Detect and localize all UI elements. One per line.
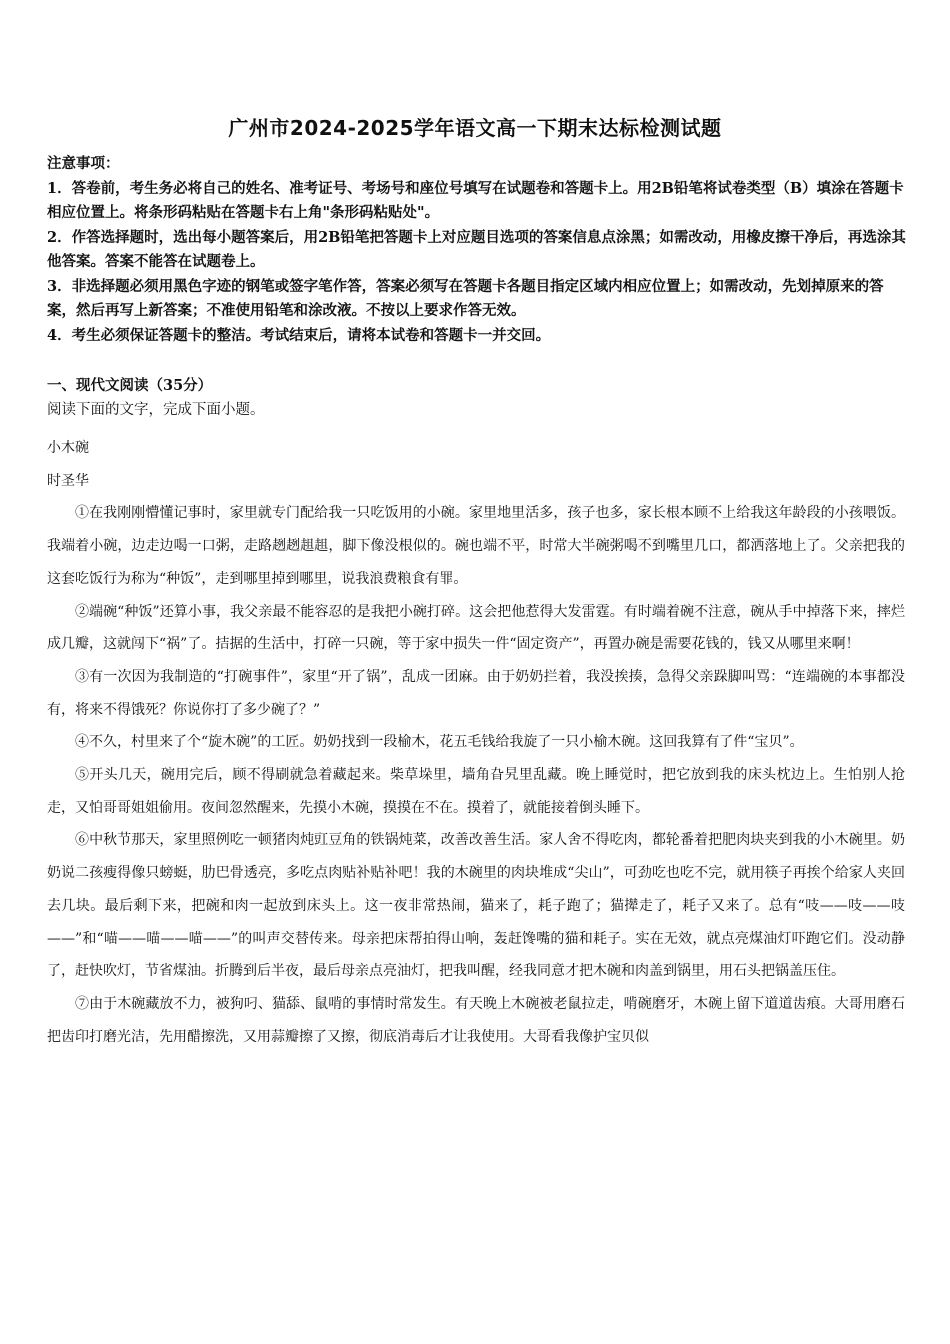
paragraph-4: ④不久，村里来了个“旋木碗”的工匠。奶奶找到一段榆木，花五毛钱给我旋了一只小榆木碗。这回我算有了件“宝贝”。 (75, 734, 804, 751)
section-heading: 一、现代文阅读（35分） (47, 377, 213, 394)
instructions-heading: 注意事项： (47, 155, 120, 172)
exam-title: 广州市2024-2025学年语文高一下期末达标检测试题 (228, 116, 722, 140)
paragraph-6: ⑥中秋节那天，家里照例吃一顿猪肉炖豇豆角的铁锅炖菜，改善改善生活。家人舍不得吃肉，都轮番着把肥肉块夹到我的小木碗里。奶奶说二孩瘦得像只螃蜓，肋巴骨透亮，多吃点肉贴补贴补吧！我的木碗里的肉块堆成“尖山”，可劲吃也吃不完，就用筷子再挨个给家人夹回去几块。最后剩下来，把碗和肉一起放到床头上。这一夜非常热闹，猫来了，耗子跑了；猫撵走了，耗子又来了。总有“吱——吱——吱——”和“喵——喵——喵——”的叫声交替传来。母亲把床帮拍得山响，轰赶馋嘴的猫和耗子。实在无效，就点亮煤油灯吓跑它们。没动静了，赶快吹灯，节省煤油。折腾到后半夜，最后母亲点亮油灯，把我叫醒，经我同意才把木碗和肉盖到锅里，用石头把锅盖压住。 (47, 832, 905, 980)
paragraph-2: ②端碗“种饭”还算小事，我父亲最不能容忍的是我把小碗打碎。这会把他惹得大发雷霆。有时端着碗不注意，碗从手中掉落下来，摔烂成几瓣，这就闯下“祸”了。拮据的生活中，打碎一只碗，等于家中损失一件“固定资产”，再置办碗是需要花钱的，钱又从哪里来啊！ (47, 603, 905, 653)
paragraph-1: ①在我刚刚懵懂记事时，家里就专门配给我一只吃饭用的小碗。家里地里活多，孩子也多，家长根本顾不上给我这年龄段的小孩喂饭。我端着小碗，边走边喝一口粥，走路趔趔趄趄，脚下像没根似的。碗也端不平，时常大半碗粥喝不到嘴里几口，都洒落地上了。父亲把我的这套吃饭行为称为“种饭”，走到哪里掉到哪里，说我浪费粮食有罪。 (47, 505, 905, 587)
instruction-item-3: 3．非选择题必须用黑色字迹的钢笔或签字笔作答，答案必须写在答题卡各题目指定区域内相应位置上；如需改动，先划掉原来的答案，然后再写上新答案；不准使用铅笔和涂改液。不按以上要求作答无效。 (47, 277, 884, 319)
article-author: 时圣华 (47, 472, 89, 489)
instruction-item-1: 1．答卷前，考生务必将自己的姓名、准考证号、考场号和座位号填写在试题卷和答题卡上。用2B铅笔将试卷类型（B）填涂在答题卡相应位置上。将条形码粘贴在答题卡右上角"条形码粘贴处"。 (47, 179, 904, 221)
paragraph-7: ⑦由于木碗藏放不力，被狗叼、猫舔、鼠啃的事情时常发生。有天晚上木碗被老鼠拉走，啃碗磨牙，木碗上留下道道齿痕。大哥用磨石把齿印打磨光洁，先用醋擦洗，又用蒜瓣擦了又擦，彻底消毒后才让我使用。大哥看我像护宝贝似 (47, 995, 905, 1045)
section-instruction: 阅读下面的文字，完成下面小题。 (47, 402, 265, 418)
instruction-item-4: 4．考生必须保证答题卡的整洁。考试结束后，请将本试卷和答题卡一并交回。 (47, 326, 551, 344)
exam-instructions (47, 152, 907, 348)
paragraph-5: ⑤开头几天，碗用完后，顾不得刷就急着藏起来。柴草垛里，墙角旮旯里乱藏。晚上睡觉时，把它放到我的床头枕边上。生怕别人抢走，又怕哥哥姐姐偷用。夜间忽然醒来，先摸小木碗，摸摸在不在。摸着了，就能接着倒头睡下。 (47, 767, 905, 816)
section-header (47, 374, 907, 422)
instruction-item-2: 2．作答选择题时，选出每小题答案后，用2B铅笔把答题卡上对应题目选项的答案信息点涂黑；如需改动，用橡皮擦干净后，再选涂其他答案。答案不能答在试题卷上。 (47, 228, 906, 270)
reading-passage (47, 432, 905, 1053)
paragraph-3: ③有一次因为我制造的“打碗事件”，家里“开了锅”，乱成一团麻。由于奶奶拦着，我没挨揍，急得父亲跺脚叫骂：“连端碗的本事都没有，将来不得饿死？你说你打了多少碗了？” (47, 668, 905, 718)
article-title: 小木碗 (47, 440, 89, 456)
